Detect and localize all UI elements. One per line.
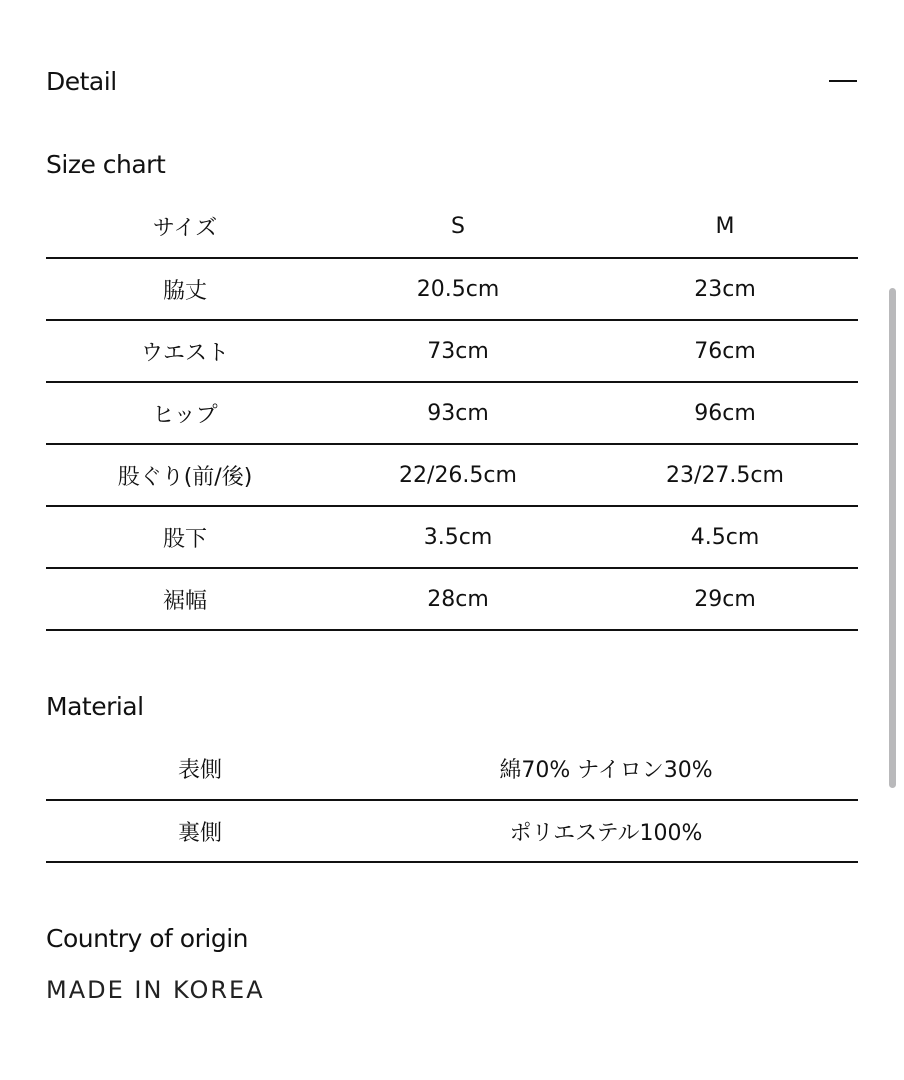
- header-size-label: サイズ: [46, 196, 324, 258]
- size-chart-title: Size chart: [46, 150, 166, 179]
- size-s-value: 93cm: [324, 382, 592, 444]
- material-title: Material: [46, 692, 144, 721]
- table-row: [46, 320, 858, 382]
- size-m-value: 29cm: [592, 568, 858, 630]
- size-m-value: 96cm: [592, 382, 858, 444]
- size-chart-table: [46, 196, 858, 631]
- size-m-value: 4.5cm: [592, 506, 858, 568]
- size-s-value: 28cm: [324, 568, 592, 630]
- country-of-origin-value: MADE IN KOREA: [46, 976, 265, 1004]
- table-row: [46, 506, 858, 568]
- row-label: ヒップ: [46, 382, 324, 444]
- material-composition: 綿70% ナイロン30%: [354, 738, 858, 800]
- material-part: 表側: [46, 738, 354, 800]
- scrollbar-thumb[interactable]: [889, 288, 896, 788]
- material-composition: ポリエステル100%: [354, 800, 858, 862]
- material-part: 裏側: [46, 800, 354, 862]
- country-of-origin-title: Country of origin: [46, 924, 248, 953]
- size-s-value: 20.5cm: [324, 258, 592, 320]
- size-s-value: 3.5cm: [324, 506, 592, 568]
- size-s-value: 22/26.5cm: [324, 444, 592, 506]
- header-size-s: S: [324, 196, 592, 258]
- detail-accordion-header[interactable]: [46, 62, 858, 100]
- table-row: [46, 444, 858, 506]
- size-chart-header-row: [46, 196, 858, 258]
- table-row: [46, 258, 858, 320]
- row-label: 裾幅: [46, 568, 324, 630]
- size-m-value: 76cm: [592, 320, 858, 382]
- table-row: [46, 382, 858, 444]
- size-m-value: 23cm: [592, 258, 858, 320]
- header-size-m: M: [592, 196, 858, 258]
- table-row: [46, 738, 858, 800]
- row-label: 脇丈: [46, 258, 324, 320]
- minus-icon[interactable]: [828, 68, 858, 94]
- table-row: [46, 568, 858, 630]
- material-table: [46, 738, 858, 863]
- row-label: 股ぐり(前/後): [46, 444, 324, 506]
- table-row: [46, 800, 858, 862]
- row-label: ウエスト: [46, 320, 324, 382]
- detail-title: Detail: [46, 66, 117, 96]
- size-s-value: 73cm: [324, 320, 592, 382]
- row-label: 股下: [46, 506, 324, 568]
- size-m-value: 23/27.5cm: [592, 444, 858, 506]
